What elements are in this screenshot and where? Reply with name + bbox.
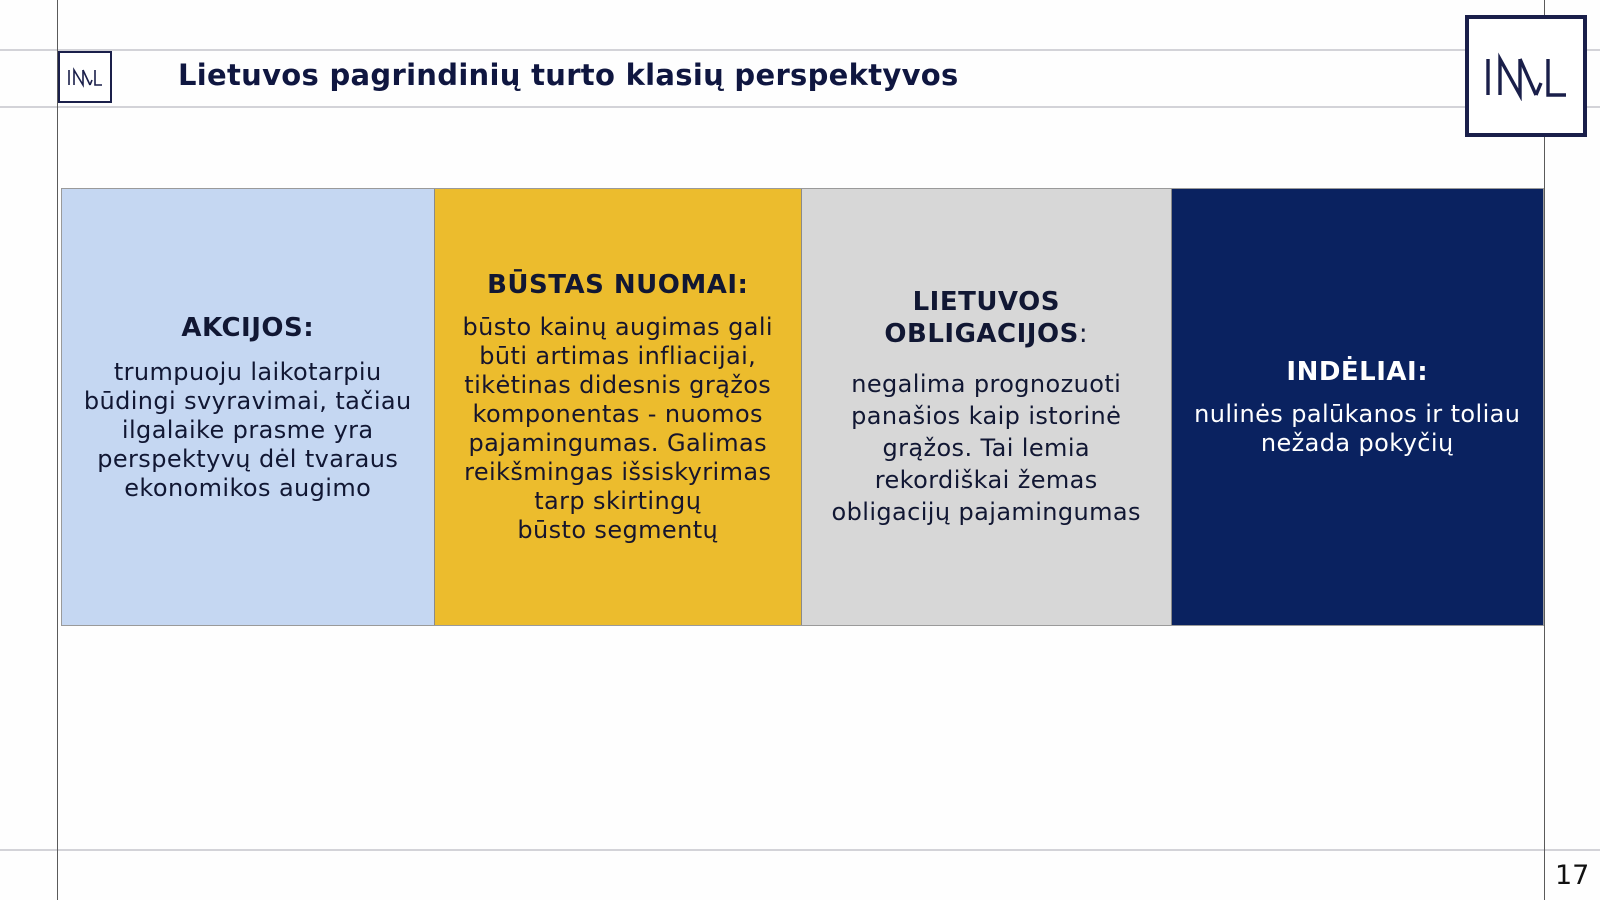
card-body-line: komponentas - nuomos bbox=[472, 400, 763, 428]
card-heading-line bbox=[884, 318, 1088, 350]
slide-title: Lietuvos pagrindinių turto klasių perspektyvos bbox=[178, 58, 959, 92]
card-body-line: būti artimas infliacijai, bbox=[479, 342, 757, 370]
card-heading-text: OBLIGACIJOS bbox=[884, 319, 1079, 349]
invl-logo-icon bbox=[1480, 51, 1572, 101]
card-body-line: nulinės palūkanos ir toliau bbox=[1194, 400, 1521, 428]
card-body-line: reikšmingas išsiskyrimas bbox=[464, 458, 772, 486]
left-margin-line bbox=[57, 0, 58, 900]
card-body-line: ilgalaike prasme yra bbox=[121, 415, 374, 444]
card-body bbox=[1194, 400, 1520, 458]
card-heading: BŪSTAS NUOMAI: bbox=[487, 270, 749, 300]
header-top-rule bbox=[0, 49, 1600, 51]
card-body-line: rekordiškai žemas bbox=[874, 466, 1098, 494]
card-heading-colon: : bbox=[1078, 319, 1089, 349]
card-body-line: būsto segmentų bbox=[517, 516, 719, 544]
card-indeliai bbox=[1171, 189, 1544, 625]
card-body-line: negalima prognozuoti bbox=[851, 370, 1122, 398]
card-body-line: obligacijų pajamingumas bbox=[831, 498, 1141, 526]
card-heading: INDĖLIAI: bbox=[1286, 357, 1429, 387]
card-heading-line: LIETUVOS bbox=[912, 287, 1060, 317]
card-body-line: tarp skirtingų bbox=[534, 487, 702, 515]
page-number: 17 bbox=[1555, 860, 1590, 891]
company-logo-large bbox=[1465, 15, 1587, 137]
card-body-line: perspektyvų dėl tvaraus bbox=[97, 444, 399, 473]
card-body-line: nežada pokyčių bbox=[1260, 429, 1454, 457]
header-bottom-rule bbox=[0, 106, 1600, 108]
company-logo-small bbox=[58, 51, 112, 103]
card-body bbox=[463, 313, 774, 545]
card-akcijos bbox=[62, 189, 434, 625]
card-body-line: grąžos. Tai lemia bbox=[882, 434, 1090, 462]
footer-rule bbox=[0, 849, 1600, 851]
card-body-line: trumpuoju laikotarpiu bbox=[113, 357, 382, 386]
card-body bbox=[832, 368, 1141, 528]
card-body-line: pajamingumas. Galimas bbox=[468, 429, 767, 457]
card-heading bbox=[884, 286, 1088, 350]
card-body-line: panašios kaip istorinė bbox=[851, 402, 1122, 430]
card-body-line: būsto kainų augimas gali bbox=[462, 313, 773, 341]
card-body-line: ekonomikos augimo bbox=[124, 473, 372, 502]
invl-logo-icon bbox=[65, 66, 105, 88]
card-body-line: būdingi svyravimai, tačiau bbox=[83, 386, 412, 415]
card-heading: AKCIJOS: bbox=[181, 312, 315, 343]
asset-class-cards bbox=[61, 188, 1544, 626]
card-body bbox=[84, 358, 412, 503]
card-bustas-nuomai bbox=[434, 189, 802, 625]
card-lietuvos-obligacijos bbox=[801, 189, 1171, 625]
card-body-line: tikėtinas didesnis grąžos bbox=[464, 371, 772, 399]
